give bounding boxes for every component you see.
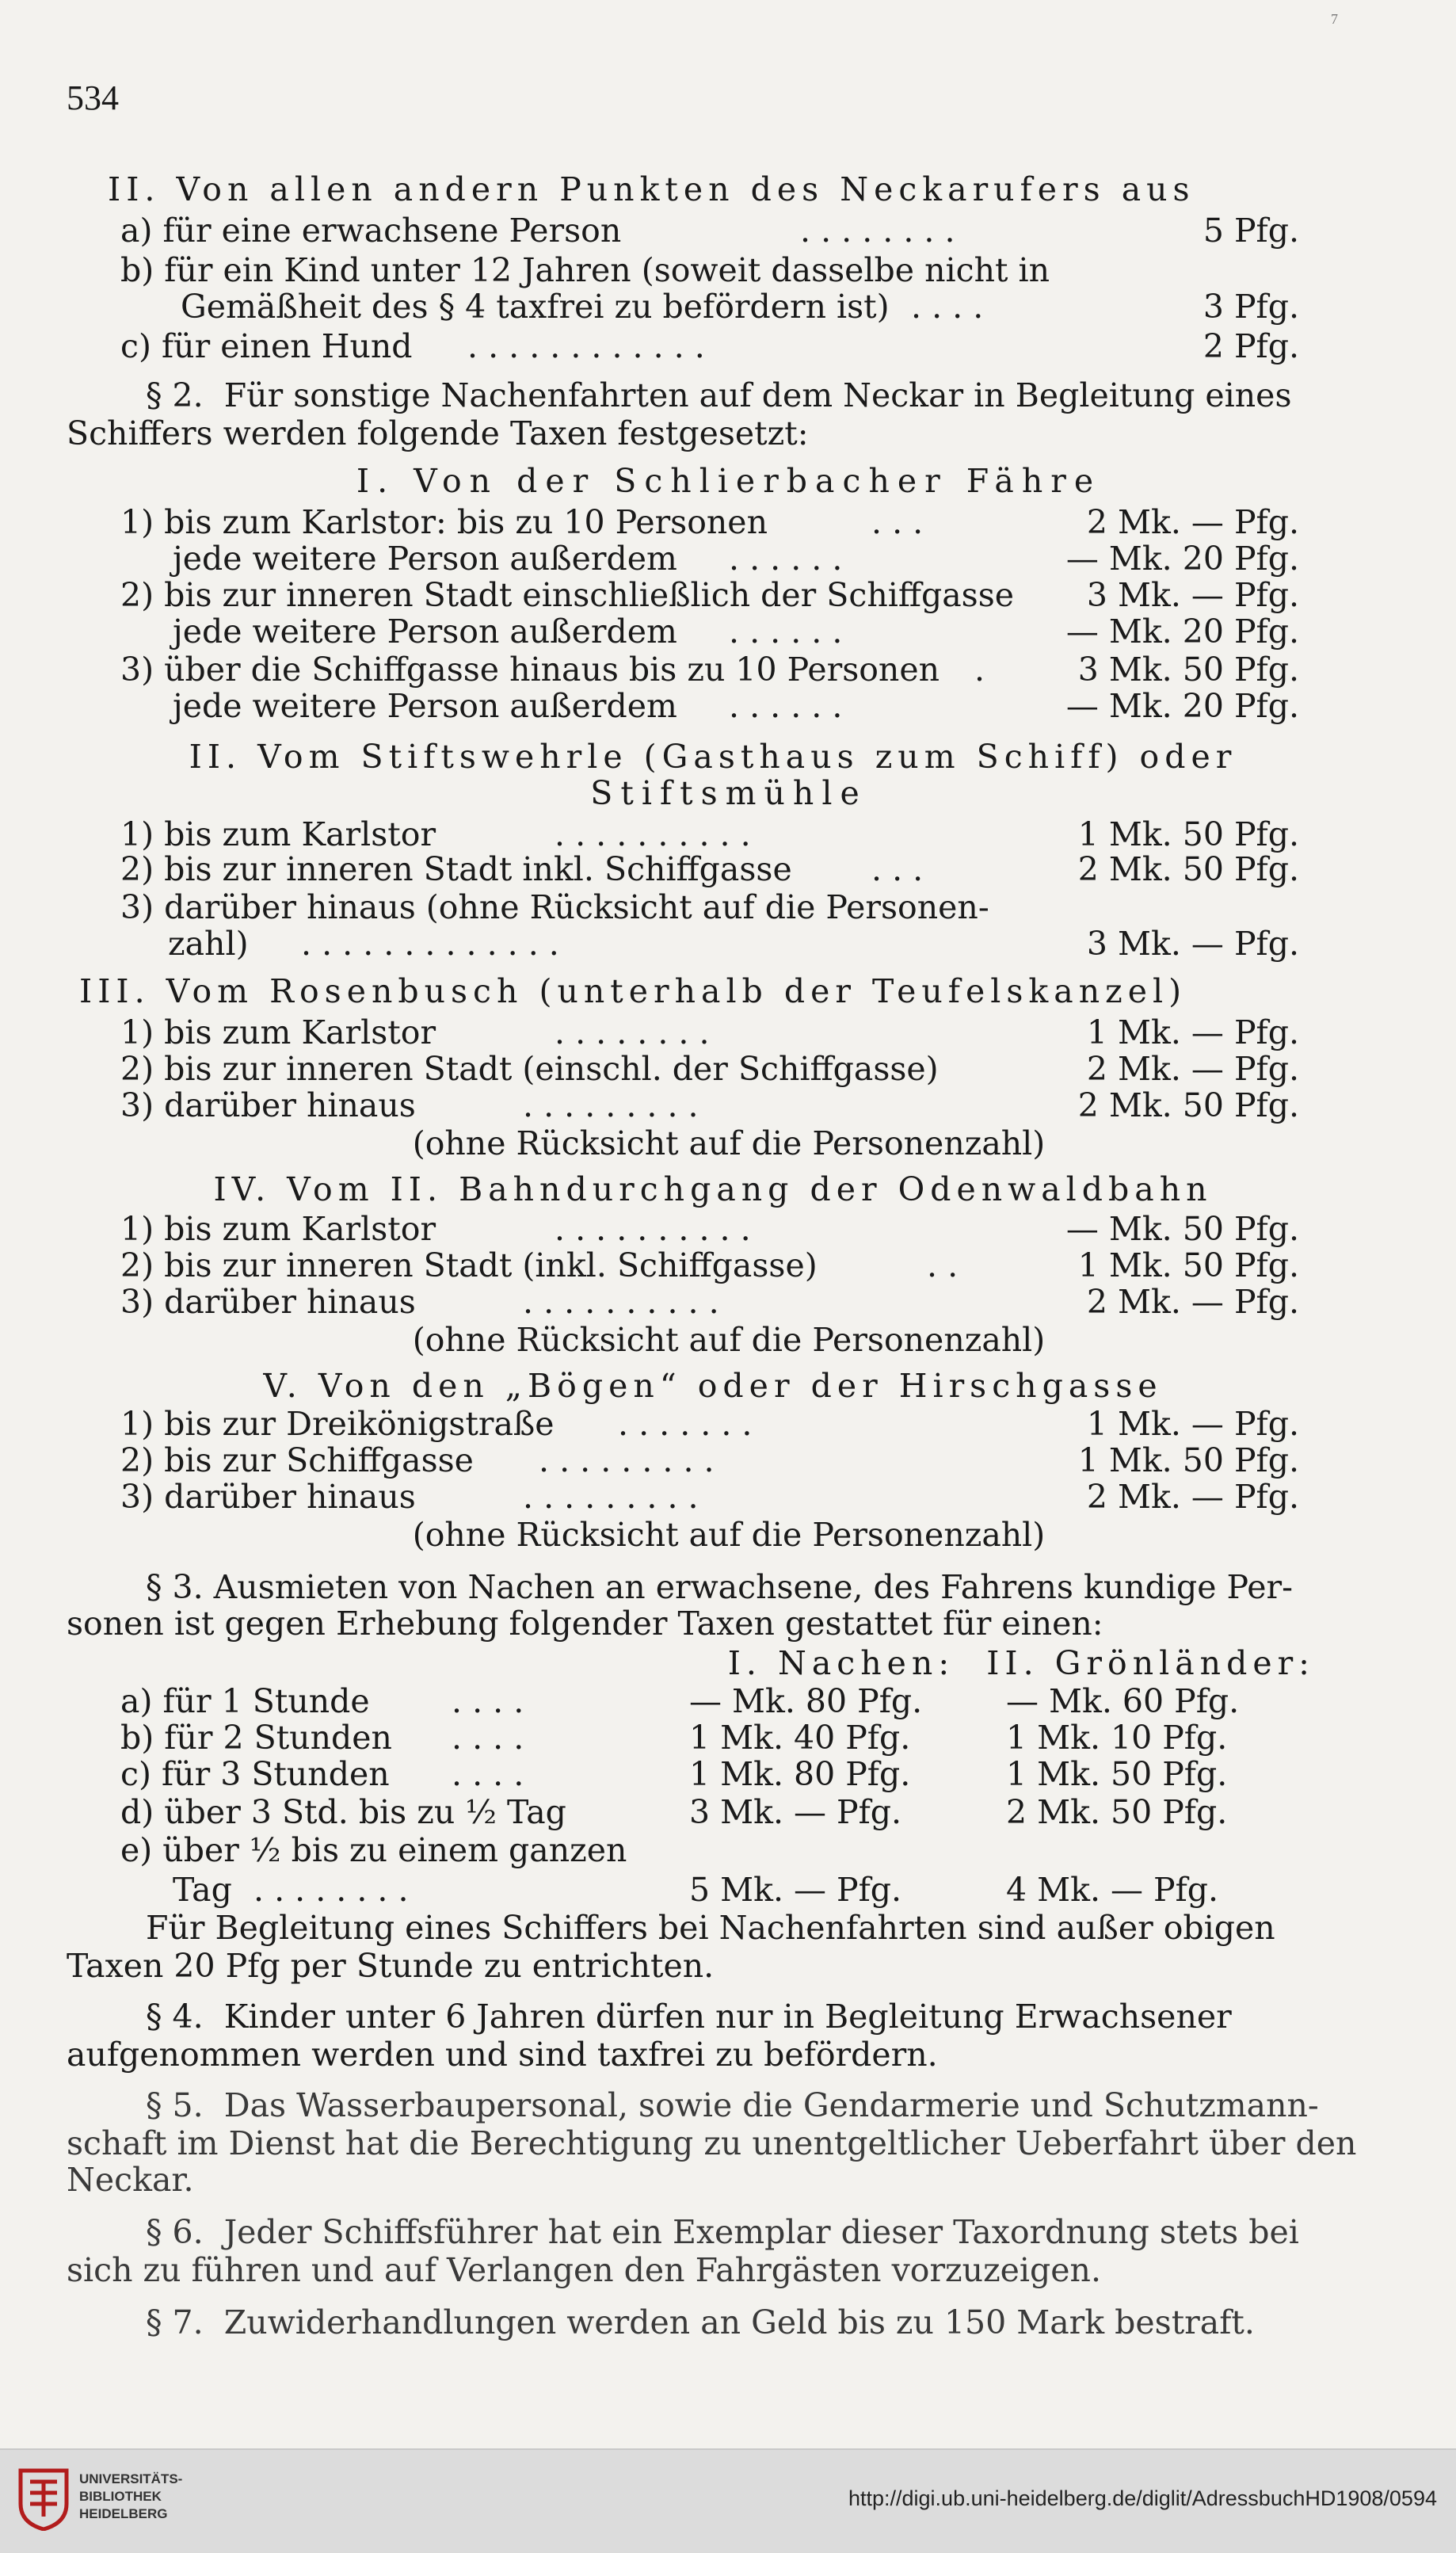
rental-label: Tag: [173, 1871, 232, 1909]
list-item-label: jede weitere Person außerdem: [173, 612, 677, 651]
route-5-note: (ohne Rücksicht auf die Personenzahl): [412, 1516, 1046, 1554]
list-item-label: 1) bis zum Karlstor: [120, 1210, 436, 1248]
list-item-dots: . . . . . .: [729, 540, 843, 578]
paragraph-4-line-1: § 4. Kinder unter 6 Jahren dürfen nur in Begleitung Erwachsener: [146, 1998, 1232, 2036]
footer-bar: [0, 2448, 1456, 2553]
route-2-heading-line-2: Stiftsmühle: [590, 774, 867, 812]
list-item-price: 2 Pfg.: [1203, 327, 1299, 365]
list-item-price: — Mk. 50 Pfg.: [1065, 1210, 1299, 1248]
rental-label: c) für 3 Stunden: [120, 1755, 390, 1793]
route-3-heading: III. Vom Rosenbusch (unterhalb der Teufelskanzel): [79, 972, 1187, 1010]
list-item-dots: . . . .: [911, 288, 984, 326]
paragraph-5-line-1: § 5. Das Wasserbaupersonal, sowie die Gendarmerie und Schutzmann-: [146, 2086, 1319, 2124]
list-item-label: 3) darüber hinaus: [120, 1086, 416, 1124]
rental-label: d) über 3 Std. bis zu ½ Tag: [120, 1793, 566, 1831]
route-4-note: (ohne Rücksicht auf die Personenzahl): [412, 1321, 1046, 1359]
rental-header: I. Nachen: II. Grönländer:: [727, 1644, 1315, 1682]
list-item-label: c) für einen Hund: [120, 327, 413, 365]
list-item-dots: . . . . . .: [729, 612, 843, 651]
page-number: 534: [67, 78, 119, 117]
list-item-label: 3) darüber hinaus: [120, 1283, 416, 1321]
list-item-price: 2 Mk. — Pfg.: [1086, 1050, 1299, 1088]
list-item-price: 2 Mk. 50 Pfg.: [1077, 850, 1299, 888]
paragraph-3-line-2: sonen ist gegen Erhebung folgender Taxen gestattet für einen:: [67, 1605, 1103, 1643]
list-item-label: 2) bis zur inneren Stadt einschließlich der Schiffgasse: [120, 576, 1015, 614]
rental-groenlaender: 1 Mk. 10 Pfg.: [1006, 1719, 1228, 1757]
list-item-label: 2) bis zur inneren Stadt (einschl. der Schiffgasse): [120, 1050, 939, 1088]
rental-label: b) für 2 Stunden: [120, 1719, 392, 1757]
list-item-label: a) für eine erwachsene Person: [120, 212, 622, 250]
list-item-price: 3 Mk. — Pfg.: [1086, 576, 1299, 614]
rental-dots: . . . . . . . .: [253, 1871, 409, 1909]
corner-mark: 7: [1331, 11, 1338, 27]
rental-nachen: 3 Mk. — Pfg.: [689, 1793, 902, 1831]
list-item-label: 1) bis zum Karlstor: [120, 1013, 436, 1051]
rental-dots: . . . .: [452, 1755, 524, 1793]
list-item-price: 2 Mk. — Pfg.: [1086, 1283, 1299, 1321]
paragraph-7: § 7. Zuwiderhandlungen werden an Geld bis zu 150 Mark bestraft.: [146, 2303, 1255, 2341]
source-url-link[interactable]: http://digi.ub.uni-heidelberg.de/diglit/AdressbuchHD1908/0594: [848, 2486, 1437, 2510]
list-item-dots: . . . . . . . . .: [523, 1478, 699, 1516]
list-item-label: jede weitere Person außerdem: [173, 687, 677, 725]
list-item-label: 2) bis zur Schiffgasse: [120, 1441, 474, 1479]
list-item-price: 1 Mk. 50 Pfg.: [1077, 815, 1299, 853]
list-item-dots: . . . . . . . . . .: [555, 815, 751, 853]
rental-nachen: — Mk. 80 Pfg.: [689, 1682, 923, 1720]
rental-label: a) für 1 Stunde: [120, 1682, 370, 1720]
list-item-dots: . . . . . . . . . . . .: [467, 327, 705, 365]
list-item-price: 1 Mk. 50 Pfg.: [1077, 1246, 1299, 1284]
route-2-heading: II. Vom Stiftswehrle (Gasthaus zum Schiff) oder: [189, 738, 1237, 776]
list-item-label: Gemäßheit des § 4 taxfrei zu befördern ist): [181, 288, 890, 326]
list-item-label: 1) bis zum Karlstor: bis zu 10 Personen: [120, 503, 768, 541]
paragraph-3-note-line-1: Für Begleitung eines Schiffers bei Nachenfahrten sind außer obigen: [146, 1909, 1275, 1947]
list-item-price: 2 Mk. — Pfg.: [1086, 503, 1299, 541]
logo-line-2: BIBLIOTHEK: [79, 2489, 162, 2504]
logo-line-3: HEIDELBERG: [79, 2506, 168, 2521]
list-item-label: jede weitere Person außerdem: [173, 540, 677, 578]
rental-label: e) über ½ bis zu einem ganzen: [120, 1831, 627, 1869]
rental-groenlaender: — Mk. 60 Pfg.: [1006, 1682, 1240, 1720]
route-4-heading: IV. Vom II. Bahndurchgang der Odenwaldbahn: [213, 1170, 1213, 1208]
list-item-label: 3) darüber hinaus: [120, 1478, 416, 1516]
list-item-price: — Mk. 20 Pfg.: [1065, 540, 1299, 578]
list-item-price: 1 Mk. — Pfg.: [1086, 1405, 1299, 1443]
list-item-price: 2 Mk. — Pfg.: [1086, 1478, 1299, 1516]
rental-dots: . . . .: [452, 1719, 524, 1757]
paragraph-3-note-line-2: Taxen 20 Pfg per Stunde zu entrichten.: [67, 1947, 715, 1985]
list-item-label: 2) bis zur inneren Stadt inkl. Schiffgasse: [120, 850, 792, 888]
list-item-price: 3 Mk. — Pfg.: [1086, 925, 1299, 963]
paragraph-6-line-1: § 6. Jeder Schiffsführer hat ein Exemplar dieser Taxordnung stets bei: [146, 2213, 1299, 2251]
list-item-dots: . . .: [871, 503, 924, 541]
list-item-dots: . . . . . .: [729, 687, 843, 725]
list-item-price: 2 Mk. 50 Pfg.: [1077, 1086, 1299, 1124]
list-item-label: zahl): [168, 925, 249, 963]
list-item-dots: . .: [927, 1246, 959, 1284]
list-item-dots: . . . . . . . .: [555, 1013, 710, 1051]
list-item-label: 1) bis zur Dreikönigstraße: [120, 1405, 555, 1443]
list-item-dots: . . . . . . . . .: [539, 1441, 715, 1479]
list-item-price: 3 Pfg.: [1203, 288, 1299, 326]
paragraph-5-line-2: schaft im Dienst hat die Berechtigung zu unentgeltlicher Ueberfahrt über den: [67, 2124, 1357, 2162]
list-item-dots: . . .: [871, 850, 924, 888]
rental-groenlaender: 4 Mk. — Pfg.: [1006, 1871, 1219, 1909]
section-ii-heading: II. Von allen andern Punkten des Neckarufers aus: [108, 170, 1195, 208]
list-item-label: 1) bis zum Karlstor: [120, 815, 436, 853]
list-item-dots: . . . . . . . . . .: [523, 1283, 719, 1321]
paragraph-2-line-2: Schiffers werden folgende Taxen festgesetzt:: [67, 414, 809, 452]
rental-groenlaender: 2 Mk. 50 Pfg.: [1006, 1793, 1228, 1831]
list-item-price: 1 Mk. — Pfg.: [1086, 1013, 1299, 1051]
rental-dots: . . . .: [452, 1682, 524, 1720]
route-3-note: (ohne Rücksicht auf die Personenzahl): [412, 1124, 1046, 1162]
list-item-dots: . . . . . . .: [618, 1405, 753, 1443]
list-item-dots: . . . . . . . . . .: [555, 1210, 751, 1248]
list-item-dots: . . . . . . . .: [800, 212, 955, 250]
list-item-dots: . . . . . . . . . . . . .: [301, 925, 559, 963]
rental-nachen: 1 Mk. 40 Pfg.: [689, 1719, 911, 1757]
library-logo-text: [79, 2471, 182, 2523]
list-item-label: b) für ein Kind unter 12 Jahren (soweit dasselbe nicht in: [120, 251, 1050, 289]
rental-groenlaender: 1 Mk. 50 Pfg.: [1006, 1755, 1228, 1793]
route-1-heading: I. Von der Schlierbacher Fähre: [356, 462, 1102, 500]
paragraph-4-line-2: aufgenommen werden und sind taxfrei zu befördern.: [67, 2036, 938, 2074]
paragraph-5-line-3: Neckar.: [67, 2161, 194, 2199]
paragraph-3-line-1: § 3. Ausmieten von Nachen an erwachsene, des Fahrens kundige Per-: [146, 1568, 1293, 1606]
list-item-price: 5 Pfg.: [1203, 212, 1299, 250]
list-item-price: 3 Mk. 50 Pfg.: [1077, 651, 1299, 689]
list-item-price: — Mk. 20 Pfg.: [1065, 687, 1299, 725]
route-5-heading: V. Von den „Bögen“ oder der Hirschgasse: [263, 1367, 1163, 1405]
list-item-dots: . . . . . . . . .: [523, 1086, 699, 1124]
list-item-label: 3) über die Schiffgasse hinaus bis zu 10 Personen: [120, 651, 940, 689]
list-item-dots: .: [974, 651, 985, 689]
logo-line-1: UNIVERSITÄTS-: [79, 2471, 183, 2486]
university-seal-icon: [16, 2464, 71, 2531]
list-item-label: 2) bis zur inneren Stadt (inkl. Schiffgasse): [120, 1246, 818, 1284]
rental-nachen: 5 Mk. — Pfg.: [689, 1871, 902, 1909]
paragraph-2-line-1: § 2. Für sonstige Nachenfahrten auf dem Neckar in Begleitung eines: [146, 376, 1292, 414]
list-item-price: 1 Mk. 50 Pfg.: [1077, 1441, 1299, 1479]
paragraph-6-line-2: sich zu führen und auf Verlangen den Fahrgästen vorzuzeigen.: [67, 2251, 1101, 2289]
rental-nachen: 1 Mk. 80 Pfg.: [689, 1755, 911, 1793]
list-item-price: — Mk. 20 Pfg.: [1065, 612, 1299, 651]
list-item-label: 3) darüber hinaus (ohne Rücksicht auf die Personen-: [120, 888, 989, 926]
